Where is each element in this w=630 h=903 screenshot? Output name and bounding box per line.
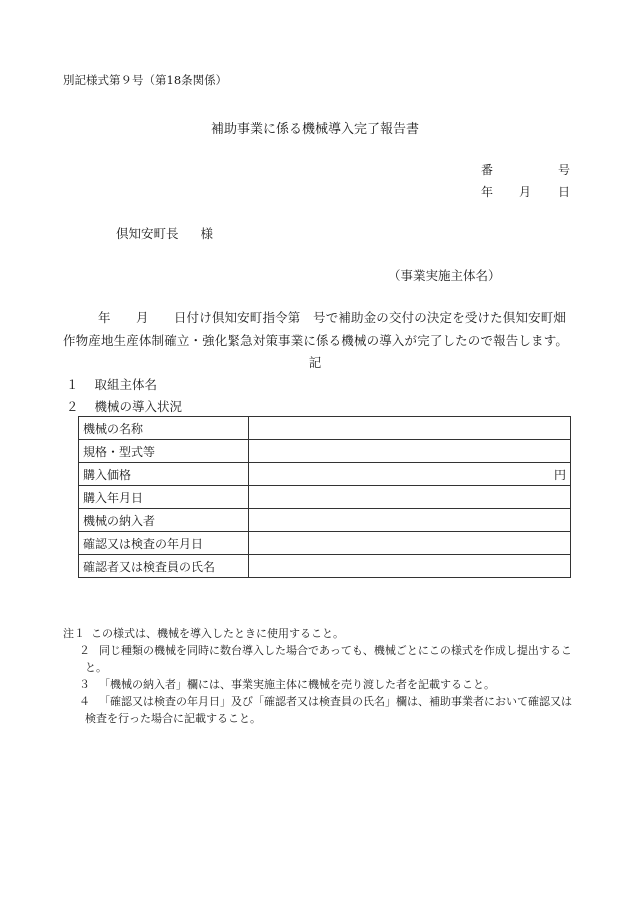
note-continuation: 検査を行った場合に記載すること。 — [85, 712, 261, 725]
note-number: ４ — [79, 695, 90, 708]
note-item — [63, 642, 572, 659]
reference-number-label: 番 — [481, 163, 494, 177]
note-number: ２ — [79, 644, 90, 657]
note-item — [63, 676, 572, 693]
note-text: 「確認又は検査の年月日」及び「確認者又は検査員の氏名」欄は、補助事業者において確認又は — [99, 695, 572, 708]
item-machine-status — [66, 397, 182, 415]
addressee-name: 倶知安町長 — [116, 226, 179, 241]
table-row — [79, 555, 571, 578]
table-row — [79, 509, 571, 532]
ki-heading: 記 — [308, 355, 322, 370]
note-text: 「機械の納入者」欄には、事業実施主体に機械を売り渡した者を記載すること。 — [99, 678, 495, 691]
note-text: 同じ種類の機械を同時に数台導入した場合であっても、機械ごとにこの様式を作成し提出するこ — [99, 644, 572, 657]
document-title: 補助事業に係る機械導入完了報告書 — [210, 122, 419, 137]
notes-section — [63, 625, 572, 727]
row-label: 機械の名称 — [79, 417, 249, 440]
table-row — [79, 440, 571, 463]
addressee — [116, 224, 213, 242]
note-text: この様式は、機械を導入したときに使用すること。 — [91, 627, 344, 640]
note-continuation: と。 — [85, 661, 107, 674]
item-number: ２ — [66, 399, 79, 414]
row-value[interactable] — [249, 532, 571, 555]
row-value[interactable]: 円 — [249, 463, 571, 486]
item-number: １ — [66, 377, 79, 392]
row-label: 確認又は検査の年月日 — [79, 532, 249, 555]
reference-number-suffix: 号 — [558, 163, 571, 177]
form-number: 別記様式第９号（第18条関係） — [63, 73, 228, 87]
machine-info-table — [78, 416, 571, 578]
entity-name-label: （事業実施主体名） — [388, 268, 501, 283]
row-value[interactable] — [249, 417, 571, 440]
table-row — [79, 486, 571, 509]
item-label: 機械の導入状況 — [94, 399, 183, 414]
row-label: 機械の納入者 — [79, 509, 249, 532]
row-label: 確認者又は検査員の氏名 — [79, 555, 249, 578]
table-row — [79, 532, 571, 555]
note-item — [63, 625, 572, 642]
item-label: 取組主体名 — [94, 377, 158, 392]
row-value[interactable] — [249, 509, 571, 532]
table-row — [79, 463, 571, 486]
date-month-label: 月 — [519, 185, 532, 199]
note-number: ３ — [79, 678, 90, 691]
date-day-label: 日 — [558, 185, 571, 199]
addressee-honorific: 様 — [200, 226, 214, 241]
note-number: 注１ — [63, 627, 85, 640]
body-text-line-2: 作物産地生産体制確立・強化緊急対策事業に係る機械の導入が完了したので報告します。 — [63, 333, 569, 348]
table-row — [79, 417, 571, 440]
note-item — [63, 693, 572, 710]
body-text-line-1: 年 月 日付け倶知安町指令第 号で補助金の交付の決定を受けた倶知安町畑 — [98, 310, 567, 325]
row-label: 規格・型式等 — [79, 440, 249, 463]
row-value[interactable] — [249, 555, 571, 578]
item-organization — [66, 375, 157, 393]
row-label: 購入価格 — [79, 463, 249, 486]
row-value[interactable] — [249, 440, 571, 463]
row-value[interactable] — [249, 486, 571, 509]
row-label: 購入年月日 — [79, 486, 249, 509]
date-year-label: 年 — [481, 185, 494, 199]
